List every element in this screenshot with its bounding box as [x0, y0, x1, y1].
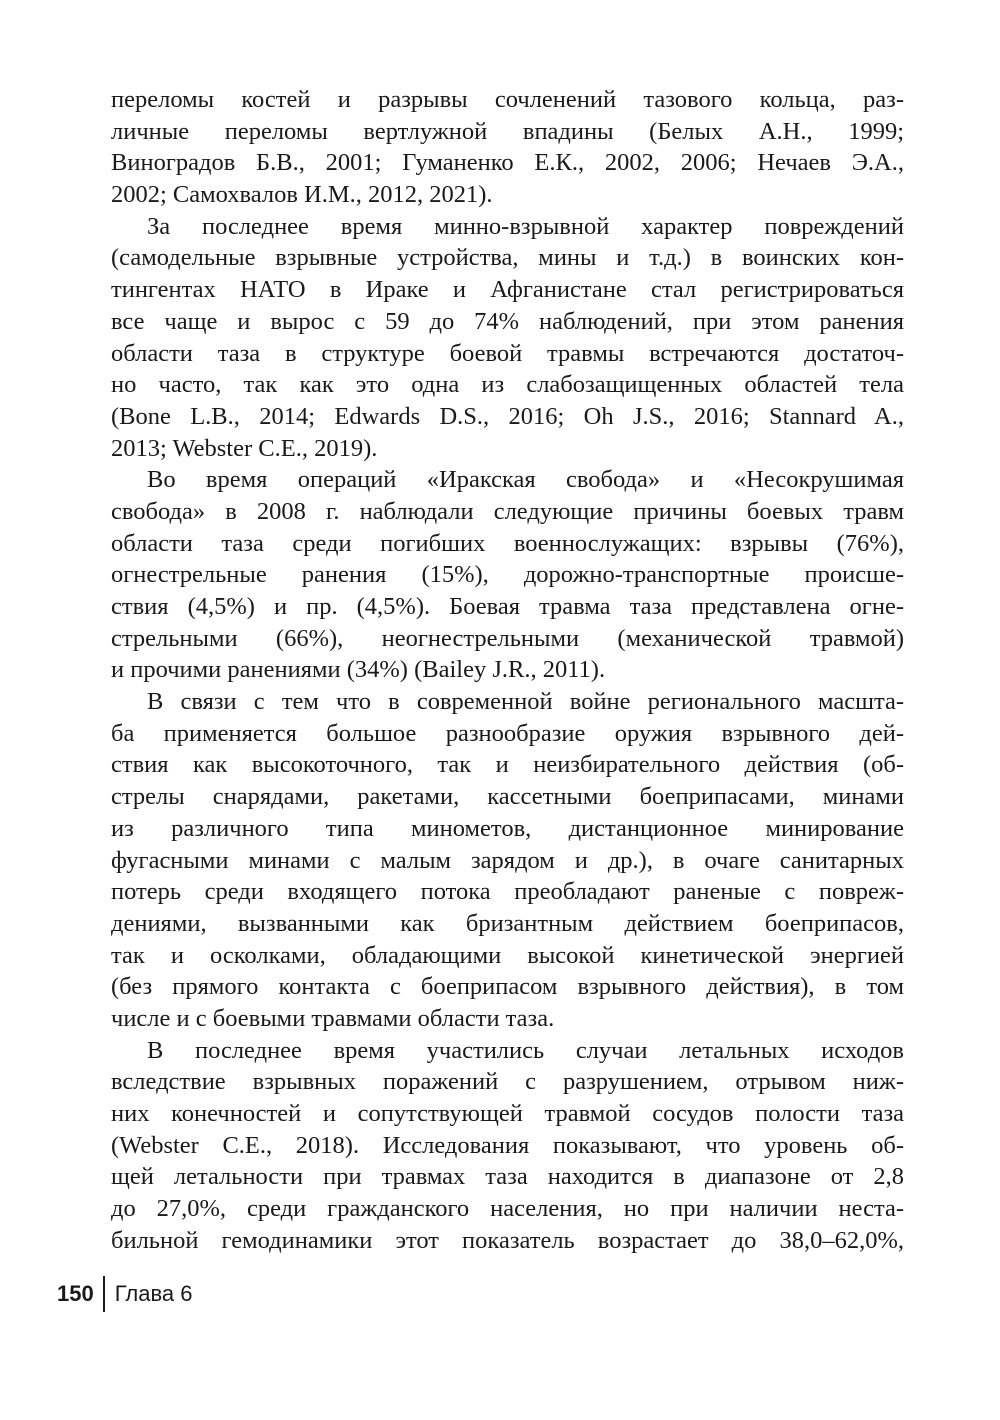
text-line: В последнее время участились случаи летальных исходов [147, 1036, 904, 1064]
text-line: (без прямого контакта с боеприпасом взрывного действия), в том [111, 973, 904, 1001]
text-line: ствия (4,5%) и пр. (4,5%). Боевая травма таза представлена огне- [111, 593, 904, 620]
page-number: 150 [57, 1281, 94, 1306]
text-line: области таза в структуре боевой травмы встречаются достаточ- [111, 339, 904, 367]
text-line: бильной гемодинамики этот показатель возрастает до 38,0–62,0%, [111, 1226, 904, 1254]
text-line: из различного типа минометов, дистанционное минирование [111, 814, 904, 842]
text-line: так и осколками, обладающими высокой кинетической энергией [111, 941, 904, 969]
text-line: щей летальности при травмах таза находится в диапазоне от 2,8 [111, 1163, 904, 1191]
text-line: 2013; Webster C.E., 2019). [111, 434, 378, 462]
text-line: ствия как высокоточного, так и неизбирательного действия (об- [111, 751, 904, 779]
text-line: стрелы снарядами, ракетами, кассетными боеприпасами, минами [111, 783, 904, 811]
page-footer [57, 1275, 193, 1313]
text-line: числе и с боевыми травмами области таза. [111, 1004, 555, 1032]
text-line: но часто, так как это одна из слабозащищенных областей тела [111, 371, 904, 399]
text-line: области таза среди погибших военнослужащих: взрывы (76%), [111, 529, 904, 557]
text-line: стрельными (66%), неогнестрельными (механической травмой) [111, 624, 904, 652]
text-line: Виноградов Б.В., 2001; Гуманенко Е.К., 2002, 2006; Нечаев Э.А., [111, 149, 904, 177]
text-line: За последнее время минно-взрывной характер повреждений [147, 212, 904, 240]
paragraph [111, 464, 904, 686]
paragraph [111, 84, 904, 211]
paragraph [111, 1035, 904, 1257]
text-line: и прочими ранениями (34%) (Bailey J.R., 2011). [111, 656, 606, 684]
text-line: все чаще и вырос с 59 до 74% наблюдений, при этом ранения [111, 307, 904, 335]
text-line: 2002; Самохвалов И.М., 2012, 2021). [111, 181, 493, 209]
text-line: огнестрельные ранения (15%), дорожно-транспортные происше- [111, 561, 904, 589]
text-line: переломы костей и разрывы сочленений тазового кольца, раз- [111, 86, 904, 113]
body-text [111, 84, 904, 1256]
text-line: ба применяется большое разнообразие оружия взрывного дей- [111, 719, 904, 747]
paragraph [111, 211, 904, 465]
text-line: свобода» в 2008 г. наблюдали следующие причины боевых травм [111, 497, 904, 525]
text-line: потерь среди входящего потока преобладают раненые с повреж- [111, 878, 904, 906]
text-line: Во время операций «Иракская свобода» и «Несокрушимая [147, 466, 904, 494]
text-line: до 27,0%, среди гражданского населения, но при наличии неста- [111, 1195, 904, 1223]
text-line: (Webster C.E., 2018). Исследования показывают, что уровень об- [111, 1131, 904, 1159]
chapter-label: Глава 6 [114, 1281, 193, 1306]
paragraph [111, 686, 904, 1035]
text-line: (Bone L.B., 2014; Edwards D.S., 2016; Oh J.S., 2016; Stannard A., [111, 402, 904, 430]
text-line: вследствие взрывных поражений с разрушением, отрывом ниж- [111, 1068, 904, 1096]
text-line: В связи с тем что в современной войне регионального масшта- [147, 688, 904, 716]
text-line: них конечностей и сопутствующей травмой сосудов полости таза [111, 1100, 904, 1127]
footer-divider [103, 1276, 105, 1312]
text-line: дениями, вызванными как бризантным действием боеприпасов, [111, 909, 904, 937]
text-line: тингентах НАТО в Ираке и Афганистане стал регистрироваться [111, 276, 904, 304]
text-line: (самодельные взрывные устройства, мины и т.д.) в воинских кон- [111, 244, 904, 272]
text-line: личные переломы вертлужной впадины (Белых А.Н., 1999; [111, 117, 904, 145]
text-line: фугасными минами с малым зарядом и др.), в очаге санитарных [111, 846, 904, 874]
